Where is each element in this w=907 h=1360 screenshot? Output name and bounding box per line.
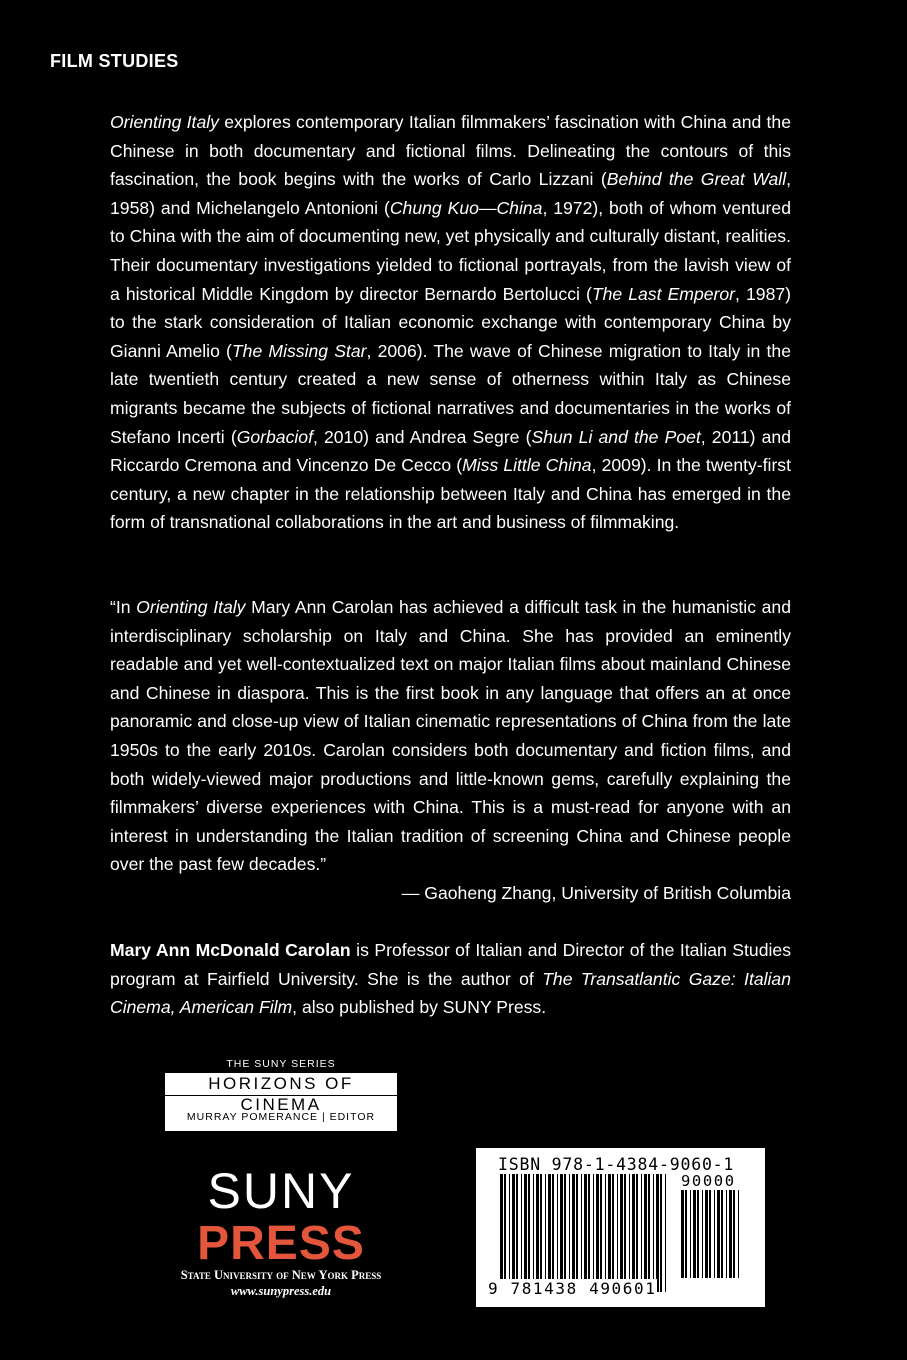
barcode-bar bbox=[533, 1174, 534, 1292]
barcode-bar bbox=[636, 1174, 638, 1292]
barcode-bar bbox=[584, 1174, 587, 1292]
endorsement-quote: “In Orienting Italy Mary Ann Carolan has achieved a difficult task in the humanistic and interdisciplinary scholarship on Italy and China. She has provided an eminently readable and yet well-contextualized text on major Italian films about mainland Chinese and Chinese in diaspora. This is the first book in any language that offers an at once panoramic and close-up view of Italian cinematic representations of China from the late 1950s to the early 2010s. Carolan considers both documentary and fiction films, and both widely-viewed major productions and little-known gems, carefully explaining the filmmakers’ diverse experiences with China. This is a must-read for anyone with an interest in understanding the Italian tradition of screening China and Chinese people over the past few decades.” bbox=[110, 597, 791, 875]
barcode-bar bbox=[705, 1190, 708, 1278]
barcode-bar bbox=[656, 1174, 659, 1292]
barcode-bar bbox=[588, 1174, 590, 1292]
barcode-addon-bars bbox=[681, 1190, 743, 1278]
isbn-text: ISBN 978-1-4384-9060-1 bbox=[498, 1155, 735, 1174]
barcode-bar bbox=[509, 1174, 510, 1292]
barcode-bar bbox=[576, 1174, 578, 1292]
barcode-bar bbox=[540, 1174, 542, 1292]
series-label: THE SUNY SERIES bbox=[226, 1058, 336, 1070]
barcode-bar bbox=[500, 1174, 503, 1292]
publisher-url: www.sunypress.edu bbox=[230, 1284, 332, 1298]
barcode-bar bbox=[552, 1174, 554, 1292]
barcode-bar bbox=[714, 1190, 715, 1278]
barcode-bar bbox=[572, 1174, 575, 1292]
barcode-bar bbox=[600, 1174, 602, 1292]
barcode-bar bbox=[660, 1174, 662, 1292]
barcode-bar bbox=[709, 1190, 711, 1278]
barcode-bar bbox=[721, 1190, 723, 1278]
isbn-barcode bbox=[476, 1148, 765, 1307]
barcode-bar bbox=[632, 1174, 635, 1292]
series-logo bbox=[165, 1073, 397, 1131]
barcode-bars bbox=[500, 1174, 670, 1292]
barcode-bar bbox=[596, 1174, 599, 1292]
barcode-bar bbox=[504, 1174, 506, 1292]
series-editor: MURRAY POMERANCE | EDITOR bbox=[186, 1111, 376, 1123]
barcode-bar bbox=[641, 1174, 642, 1292]
barcode-bar bbox=[733, 1190, 735, 1278]
barcode-bar bbox=[536, 1174, 539, 1292]
barcode-bar bbox=[545, 1174, 546, 1292]
barcode-bar bbox=[512, 1174, 515, 1292]
barcode-bar bbox=[524, 1174, 527, 1292]
barcode-bar bbox=[685, 1190, 687, 1278]
barcode-bar bbox=[693, 1190, 696, 1278]
barcode-bar bbox=[557, 1174, 558, 1292]
barcode-bar bbox=[665, 1174, 666, 1292]
barcode-bar bbox=[702, 1190, 703, 1278]
barcode-bar bbox=[717, 1190, 720, 1278]
series-name: HORIZONS OF CINEMA bbox=[165, 1073, 397, 1096]
quote-attribution: — Gaoheng Zhang, University of British Columbia bbox=[401, 883, 791, 903]
barcode-bar bbox=[612, 1174, 614, 1292]
publisher-logo-suny: SUNY bbox=[207, 1163, 355, 1219]
barcode-bar bbox=[629, 1174, 630, 1292]
publisher-logo-press: PRESS bbox=[197, 1217, 365, 1270]
barcode-bar bbox=[681, 1190, 684, 1278]
barcode-bar bbox=[648, 1174, 650, 1292]
barcode-bar bbox=[521, 1174, 522, 1292]
category-label: FILM STUDIES bbox=[50, 51, 179, 71]
barcode-bar bbox=[653, 1174, 654, 1292]
barcode-bar bbox=[569, 1174, 570, 1292]
barcode-ean-digits: 9 781438 490601 bbox=[488, 1279, 657, 1298]
barcode-bar bbox=[738, 1190, 739, 1278]
barcode-bar bbox=[581, 1174, 582, 1292]
barcode-bar bbox=[528, 1174, 530, 1292]
barcode-bar bbox=[690, 1190, 691, 1278]
barcode-bar bbox=[726, 1190, 727, 1278]
barcode-bar bbox=[548, 1174, 551, 1292]
barcode-bar bbox=[564, 1174, 566, 1292]
barcode-bar bbox=[697, 1190, 699, 1278]
book-description: Orienting Italy explores contemporary Italian filmmakers’ fascination with China and the Chinese in both documentary and fictional films. Delineating the contours of this fascination, the book begins with the works of Carlo Lizzani (Behind the Great Wall, 1958) and Michelangelo Antonioni (Chung Kuo—China, 1972), both of whom ventured to China with the aim of documenting new, yet physically and culturally distant, realities. Their documentary investigations yielded to fictional portrayals, from the lavish view of a historical Middle Kingdom by director Bernardo Bertolucci (The Last Emperor, 1987) to the stark consideration of Italian economic exchange with contemporary China by Gianni Amelio (The Missing Star, 2006). The wave of Chinese migration to Italy in the late twentieth century created a new sense of otherness within Italy as Chinese migrants became the subjects of fictional narratives and documentaries in the works of Stefano Incerti (Gorbaciof, 2010) and Andrea Segre (Shun Li and the Poet, 2011) and Riccardo Cremona and Vincenzo De Cecco (Miss Little China, 2009). In the twenty-first century, a new chapter in the relationship between Italy and China has emerged in the form of transnational collaborations in the art and business of filmmaking. bbox=[110, 112, 792, 533]
barcode-bar bbox=[729, 1190, 732, 1278]
barcode-bar bbox=[605, 1174, 606, 1292]
barcode-bar bbox=[516, 1174, 518, 1292]
barcode-bar bbox=[617, 1174, 618, 1292]
barcode-bar bbox=[608, 1174, 611, 1292]
barcode-bar bbox=[593, 1174, 594, 1292]
barcode-bar bbox=[620, 1174, 623, 1292]
barcode-bar bbox=[644, 1174, 647, 1292]
barcode-bar bbox=[624, 1174, 626, 1292]
barcode-addon-digits: 90000 bbox=[681, 1172, 736, 1190]
publisher-full-name: State University of New York Press bbox=[180, 1268, 382, 1282]
author-bio: Mary Ann McDonald Carolan is Professor of Italian and Director of the Italian Studies program at Fairfield University. She is the author of The Transatlantic Gaze: Italian Cinema, American Film, also published by SUNY Press. bbox=[110, 940, 791, 1018]
barcode-bar bbox=[560, 1174, 563, 1292]
